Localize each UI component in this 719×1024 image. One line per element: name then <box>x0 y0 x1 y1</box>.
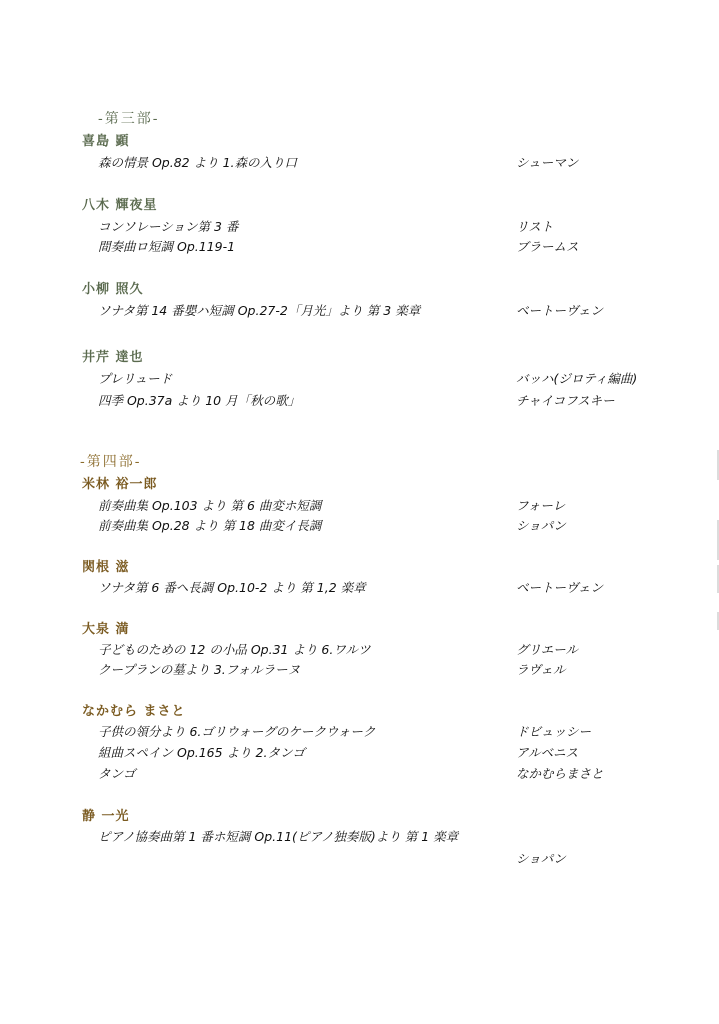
composer-name: ショパン <box>516 518 566 533</box>
piece-title: ピアノ協奏曲第 1 番ホ短調 Op.11(ピアノ独奏版)より 第 1 楽章 <box>98 829 459 844</box>
program-row <box>0 660 719 678</box>
composer-name: ショパン <box>516 851 566 866</box>
program-row <box>0 496 719 514</box>
piece-title: 森の情景 Op.82 より 1.森の入り口 <box>98 155 297 170</box>
piece-title: コンソレーション第 3 番 <box>98 219 239 234</box>
program-row <box>0 237 719 255</box>
program-row <box>0 827 719 845</box>
piece-title: ソナタ第 6 番ヘ長調 Op.10-2 より 第 1,2 楽章 <box>98 580 366 595</box>
composer-name: リスト <box>516 219 554 234</box>
performer-name: 八木 輝夜星 <box>82 198 158 213</box>
program-row <box>0 391 719 409</box>
part-title-4: -第四部- <box>80 454 142 470</box>
piece-title: クープランの墓より 3.フォルラーヌ <box>98 662 301 677</box>
program-row <box>0 578 719 596</box>
piece-title: 子供の領分より 6.ゴリウォーグのケークウォーク <box>98 724 376 739</box>
composer-name: チャイコフスキー <box>516 393 615 408</box>
piece-title: タンゴ <box>98 766 136 781</box>
piece-title: プレリュード <box>98 371 173 386</box>
program-row <box>0 369 719 387</box>
composer-name: なかむらまさと <box>516 766 604 781</box>
composer-name: ベートーヴェン <box>516 303 604 318</box>
piece-title: 四季 Op.37a より 10 月「秋の歌」 <box>98 393 301 408</box>
performer-name: 喜島 顕 <box>82 134 130 149</box>
composer-name: アルベニス <box>516 745 579 760</box>
program-row <box>0 153 719 171</box>
performer-name: なかむら まさと <box>82 704 186 719</box>
piece-title: 組曲スペイン Op.165 より 2.タンゴ <box>98 745 305 760</box>
composer-name: グリエール <box>516 642 579 657</box>
piece-title: 子どものための 12 の小品 Op.31 より 6.ワルツ <box>98 642 371 657</box>
performer-name: 関根 滋 <box>82 560 130 575</box>
program-row <box>0 849 719 867</box>
performer-name: 小柳 照久 <box>82 282 144 297</box>
program-row <box>0 640 719 658</box>
program-row <box>0 743 719 761</box>
program-row <box>0 516 719 534</box>
program-row <box>0 722 719 740</box>
performer-name: 大泉 満 <box>82 622 130 637</box>
program-row <box>0 217 719 235</box>
program-row <box>0 764 719 782</box>
composer-name: ドビュッシー <box>516 724 592 739</box>
performer-name: 米林 裕一郎 <box>82 477 158 492</box>
piece-title: ソナタ第 14 番嬰ハ短調 Op.27-2「月光」より 第 3 楽章 <box>98 303 421 318</box>
performer-name: 静 一光 <box>82 809 130 824</box>
piece-title: 前奏曲集 Op.103 より 第 6 曲変ホ短調 <box>98 498 322 513</box>
piece-title: 間奏曲ロ短調 Op.119-1 <box>98 239 236 254</box>
composer-name: フォーレ <box>516 498 566 513</box>
piece-title: 前奏曲集 Op.28 より 第 18 曲変イ長調 <box>98 518 322 533</box>
composer-name: ベートーヴェン <box>516 580 604 595</box>
composer-name: ラヴェル <box>516 662 566 677</box>
program-row <box>0 301 719 319</box>
performer-name: 井芹 達也 <box>82 350 144 365</box>
composer-name: シューマン <box>516 155 579 170</box>
part-title-3: -第三部- <box>98 111 160 127</box>
composer-name: バッハ(ジロティ編曲) <box>516 371 638 386</box>
composer-name: ブラームス <box>516 239 579 254</box>
